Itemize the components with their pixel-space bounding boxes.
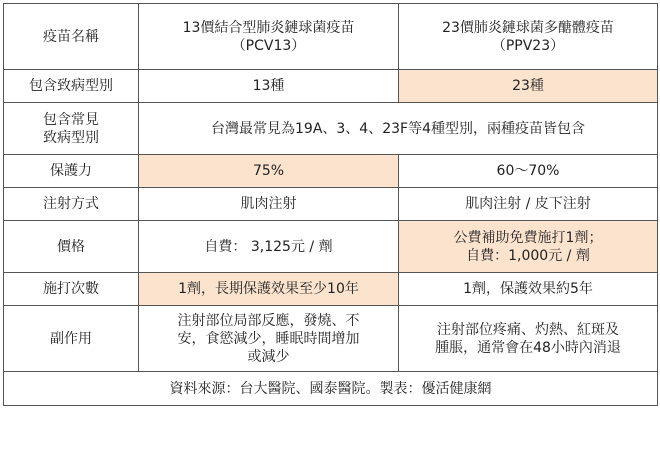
route-pcv13: 肌肉注射 <box>139 188 399 221</box>
protection-row <box>4 155 658 188</box>
header-pcv13-text: 13價結合型肺炎鏈球菌疫苗 （PCV13） <box>182 19 355 54</box>
route-ppv23: 肌肉注射 / 皮下注射 <box>399 188 658 221</box>
route-row <box>4 188 658 221</box>
source-note: 資料來源：台大醫院、國泰醫院。製表：優活健康網 <box>4 372 658 406</box>
protection-ppv23: 60～70% <box>399 155 658 188</box>
common-row <box>4 103 658 155</box>
comparison-table <box>3 3 658 406</box>
price-pcv13: 自費： 3,125元 / 劑 <box>139 221 399 273</box>
header-pcv13-cell <box>139 4 399 70</box>
common-label: 包含常見 致病型別 <box>4 103 139 155</box>
header-row <box>4 4 658 70</box>
vaccine-comparison <box>3 3 658 406</box>
protection-pcv13: 75% <box>139 155 399 188</box>
protection-label: 保護力 <box>4 155 139 188</box>
common-merged: 台灣最常見為19A、3、4、23F等4種型別，兩種疫苗皆包含 <box>139 103 658 155</box>
side-effects-row <box>4 306 658 372</box>
header-ppv23-text: 23價肺炎鏈球菌多醣體疫苗 （PPV23） <box>442 19 614 54</box>
header-label-cell: 疫苗名稱 <box>4 4 139 70</box>
side-effects-label: 副作用 <box>4 306 139 372</box>
price-ppv23: 公費補助免費施打1劑； 自費：1,000元 / 劑 <box>399 221 658 273</box>
types-pcv13: 13種 <box>139 70 399 103</box>
doses-label: 施打次數 <box>4 273 139 306</box>
price-row <box>4 221 658 273</box>
types-ppv23: 23種 <box>399 70 658 103</box>
doses-ppv23: 1劑，保護效果約5年 <box>399 273 658 306</box>
types-row <box>4 70 658 103</box>
source-row <box>4 372 658 406</box>
types-label: 包含致病型別 <box>4 70 139 103</box>
route-label: 注射方式 <box>4 188 139 221</box>
header-ppv23-cell <box>399 4 658 70</box>
price-label: 價格 <box>4 221 139 273</box>
side-effects-pcv13: 注射部位局部反應，發燒、不 安，食慾減少，睡眠時間增加 或減少 <box>139 306 399 372</box>
doses-pcv13: 1劑，長期保護效果至少10年 <box>139 273 399 306</box>
side-effects-ppv23: 注射部位疼痛、灼熱、紅斑及 腫脹，通常會在48小時內消退 <box>399 306 658 372</box>
doses-row <box>4 273 658 306</box>
